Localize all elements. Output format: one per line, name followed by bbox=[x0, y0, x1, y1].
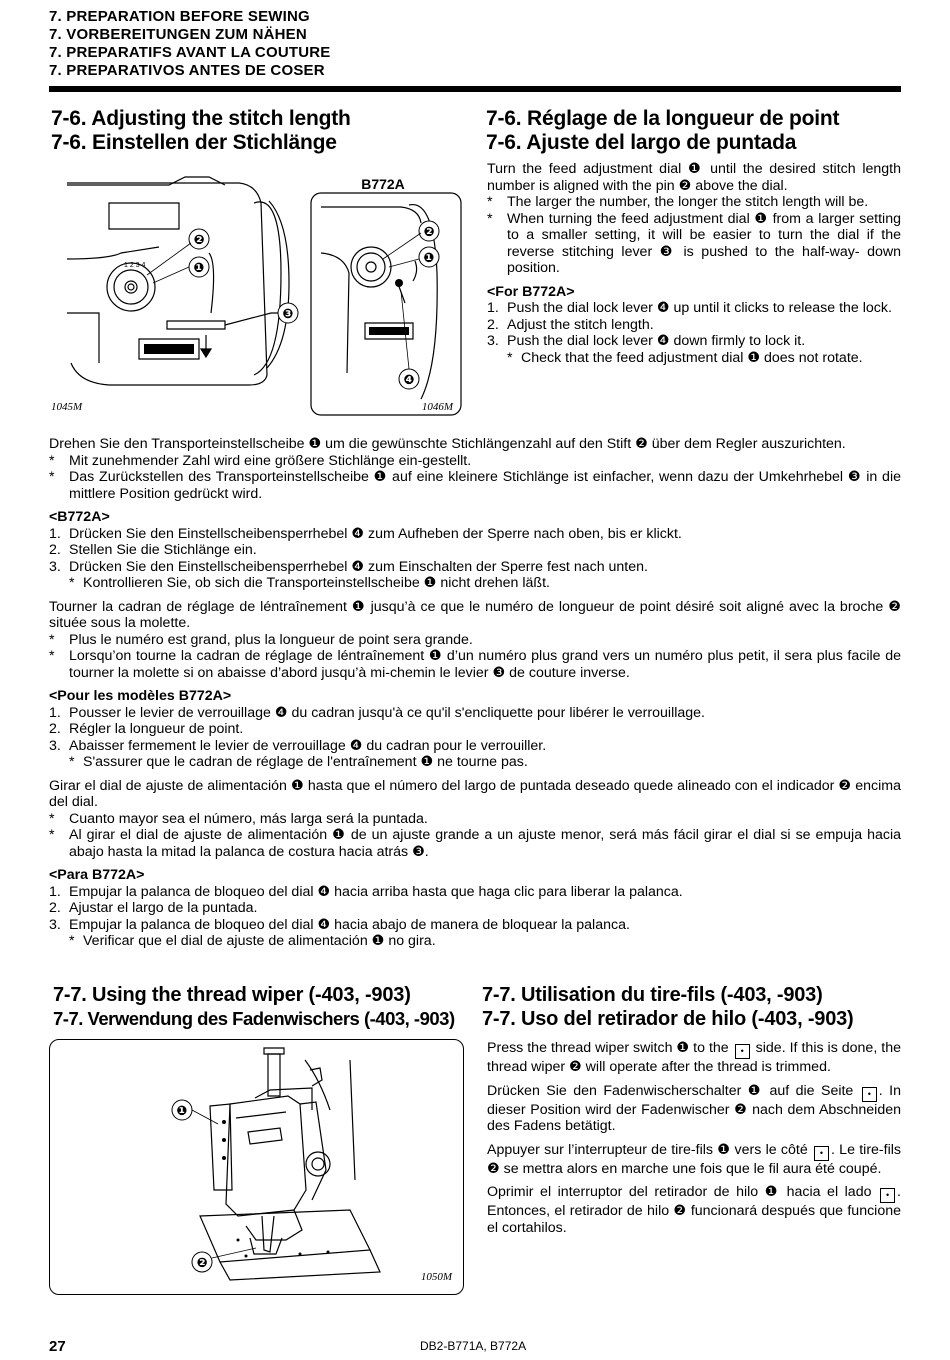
section-title-7-6-es: 7-6. Ajuste del largo de puntada bbox=[486, 131, 797, 154]
model-footer: DB2-B771A, B772A bbox=[420, 1339, 527, 1353]
step-en-3: 3. Push the dial lock lever ❹ down firmly to lock it. bbox=[487, 333, 806, 349]
note-es-1: * Cuanto mayor sea el número, más larga será la puntada. bbox=[49, 810, 428, 827]
heading-de: <B772A> bbox=[49, 509, 110, 525]
subnote-en: * Check that the feed adjustment dial ❶ does not rotate. bbox=[507, 349, 863, 366]
note-en-2: * When turning the feed adjustment dial ❶ from a larger setting to a smaller setting, it will be easier to turn the dial if the reverse stitching lever ❸ is pushed to the half-way- down position. bbox=[487, 210, 901, 276]
step-es-3: 3. Empujar la palanca de bloqueo del dial ❹ hacia abajo de manera de bloquear la palanca. bbox=[49, 916, 630, 933]
stitch-length-figure bbox=[49, 163, 465, 419]
thread-wiper-illustration bbox=[50, 1040, 463, 1294]
section-title-7-7-de: 7-7. Verwendung des Fadenwischers (-403, -903) bbox=[53, 1008, 455, 1029]
intro-es: Girar el dial de ajuste de alimentación ❶ hasta que el número del largo de puntada deseado quede alineado con el indicador ❷ encima del dial. bbox=[49, 777, 901, 810]
callout-4-right: ❹ bbox=[403, 373, 415, 388]
note-de-1: * Mit zunehmender Zahl wird eine größere Stichlänge ein-gestellt. bbox=[49, 452, 472, 469]
step-en-1: 1. Push the dial lock lever ❹ up until it clicks to release the lock. bbox=[487, 300, 892, 316]
switch-side-symbol: • bbox=[880, 1188, 895, 1203]
step-fr-3: 3. Abaisser fermement le levier de verrouillage ❹ du cadran pour le verrouiller. bbox=[49, 737, 547, 754]
step-de-3: 3. Drücken Sie den Einstellscheibensperrhebel ❹ zum Einschalten der Sperre fest nach unten. bbox=[49, 558, 648, 575]
heading-es: <Para B772A> bbox=[49, 867, 145, 883]
subnote-fr: * S'assurer que le cadran de réglage de l'entraînement ❶ ne tourne pas. bbox=[69, 754, 528, 770]
chapter-title-de: 7. VORBEREITUNGEN ZUM NÄHEN bbox=[49, 26, 307, 43]
switch-side-symbol: • bbox=[735, 1044, 750, 1059]
section-title-7-6-de: 7-6. Einstellen der Stichlänge bbox=[51, 131, 337, 154]
callout-1-right: ❶ bbox=[423, 251, 435, 266]
callout-wiper: ❷ bbox=[196, 1256, 208, 1271]
callout-wiper-switch: ❶ bbox=[176, 1104, 188, 1119]
section-title-7-7-fr: 7-7. Utilisation du tire-fils (-403, -903) bbox=[482, 984, 823, 1006]
svg-text:1 2 3 4: 1 2 3 4 bbox=[124, 262, 146, 269]
instructions-en bbox=[487, 161, 901, 366]
section-title-7-7-en: 7-7. Using the thread wiper (-403, -903) bbox=[53, 984, 411, 1006]
callout-2-right: ❷ bbox=[423, 225, 435, 240]
switch-side-symbol: • bbox=[862, 1087, 877, 1102]
figure-code-right: 1046M bbox=[421, 401, 453, 413]
chapter-title-es: 7. PREPARATIVOS ANTES DE COSER bbox=[49, 62, 325, 79]
note-fr-1: * Plus le numéro est grand, plus la longueur de point sera grande. bbox=[49, 631, 473, 648]
callout-3-left: ❸ bbox=[282, 307, 294, 322]
step-es-2: 2. Ajustar el largo de la puntada. bbox=[49, 900, 258, 916]
note-en-1: * The larger the number, the longer the stitch length will be. bbox=[487, 194, 869, 210]
figure-code-left: 1045M bbox=[51, 401, 83, 413]
header-rule bbox=[49, 86, 901, 92]
model-label: B772A bbox=[361, 176, 405, 192]
heading-en: <For B772A> bbox=[487, 283, 575, 300]
switch-side-symbol: • bbox=[814, 1146, 829, 1161]
section-title-7-7-es: 7-7. Uso del retirador de hilo (-403, -903) bbox=[482, 1008, 854, 1030]
step-de-1: 1. Drücken Sie den Einstellscheibensperrhebel ❹ zum Aufheben der Sperre nach oben, bis er klickt. bbox=[49, 525, 682, 542]
wiper-text-fr: Appuyer sur l’interrupteur de tire-fils ❶ vers le côté • . Le tire-fils ❷ se mettra alors en marche une fois que le fil aura été coupé. bbox=[487, 1141, 901, 1177]
note-fr-2: * Lorsqu’on tourne la cadran de réglage de léntraînement ❶ d’un numéro plus grand vers un numéro plus petit, il sera plus facile de tourner la molette si on abaisse d’abord jusqu’à mi-chemin le levier ❸ de couture inverse. bbox=[49, 648, 901, 681]
page-number: 27 bbox=[49, 1338, 66, 1355]
step-en-2: 2. Adjust the stitch length. bbox=[487, 316, 654, 333]
wiper-text-en: Press the thread wiper switch ❶ to the • side. If this is done, the thread wiper ❷ will operate after the thread is trimmed. bbox=[487, 1040, 901, 1075]
chapter-title-en: 7. PREPARATION BEFORE SEWING bbox=[49, 8, 310, 25]
intro-fr: Tourner la cadran de réglage de léntraînement ❶ jusqu’à ce que le numéro de longueur de point désiré soit aligné avec la broche ❷ située sous la molette. bbox=[49, 598, 901, 631]
wiper-instructions bbox=[487, 1040, 901, 1236]
figure-code-wiper: 1050M bbox=[420, 1271, 452, 1283]
subnote-es: * Verificar que el dial de ajuste de alimentación ❶ no gira. bbox=[69, 933, 436, 949]
intro-de: Drehen Sie den Transporteinstellscheibe ❶ um die gewünschte Stichlängenzahl auf den Stift ❷ über dem Regler auszurichten. bbox=[49, 436, 846, 452]
section-title-7-6-en: 7-6. Adjusting the stitch length bbox=[51, 107, 351, 130]
step-es-1: 1. Empujar la palanca de bloqueo del dial ❹ hacia arriba hasta que haga clic para liberar la palanca. bbox=[49, 883, 683, 900]
note-es-2: * Al girar el dial de ajuste de alimentación ❶ de un ajuste grande a un ajuste menor, será más fácil girar el dial si se empuja hacia abajo hasta la mitad la palanca de costura hacia atrás ❸. bbox=[49, 827, 901, 860]
step-de-2: 2. Stellen Sie die Stichlänge ein. bbox=[49, 542, 257, 558]
chapter-header bbox=[49, 8, 901, 80]
callout-2-left: ❷ bbox=[193, 233, 205, 248]
intro-en: Turn the feed adjustment dial ❶ until the desired stitch length number is aligned with the pin ❷ above the dial. bbox=[487, 161, 901, 194]
instructions-multilang bbox=[49, 436, 901, 950]
thread-wiper-figure bbox=[49, 1039, 464, 1295]
sewing-machine-dial-illustration bbox=[49, 163, 465, 419]
note-de-2: * Das Zurückstellen des Transporteinstellscheibe ❶ auf eine kleinere Stichlänge ist einfacher, wenn dazu der Umkehrhebel ❸ in die mittlere Position gedrückt wird. bbox=[49, 469, 901, 502]
step-fr-2: 2. Régler la longueur de point. bbox=[49, 721, 244, 737]
subnote-de: * Kontrollieren Sie, ob sich die Transporteinstellscheibe ❶ nicht drehen läßt. bbox=[69, 575, 550, 591]
heading-fr: <Pour les modèles B772A> bbox=[49, 688, 232, 704]
chapter-title-fr: 7. PREPARATIFS AVANT LA COUTURE bbox=[49, 44, 331, 61]
wiper-text-de: Drücken Sie den Fadenwischerschalter ❶ auf die Seite • . In dieser Position wird der Fadenwischer ❷ nach dem Abschneiden des Fadens betätigt. bbox=[487, 1082, 901, 1134]
callout-1-left: ❶ bbox=[193, 261, 205, 276]
step-fr-1: 1. Pousser le levier de verrouillage ❹ du cadran jusqu'à ce qu'il s'encliquette pour libérer le verrouillage. bbox=[49, 704, 705, 721]
wiper-text-es: Oprimir el interruptor del retirador de hilo ❶ hacia el lado • . Entonces, el retirador de hilo ❷ funcionará después que funcione el cortahilos. bbox=[487, 1184, 901, 1236]
section-title-7-6-fr: 7-6. Réglage de la longueur de point bbox=[486, 107, 840, 130]
